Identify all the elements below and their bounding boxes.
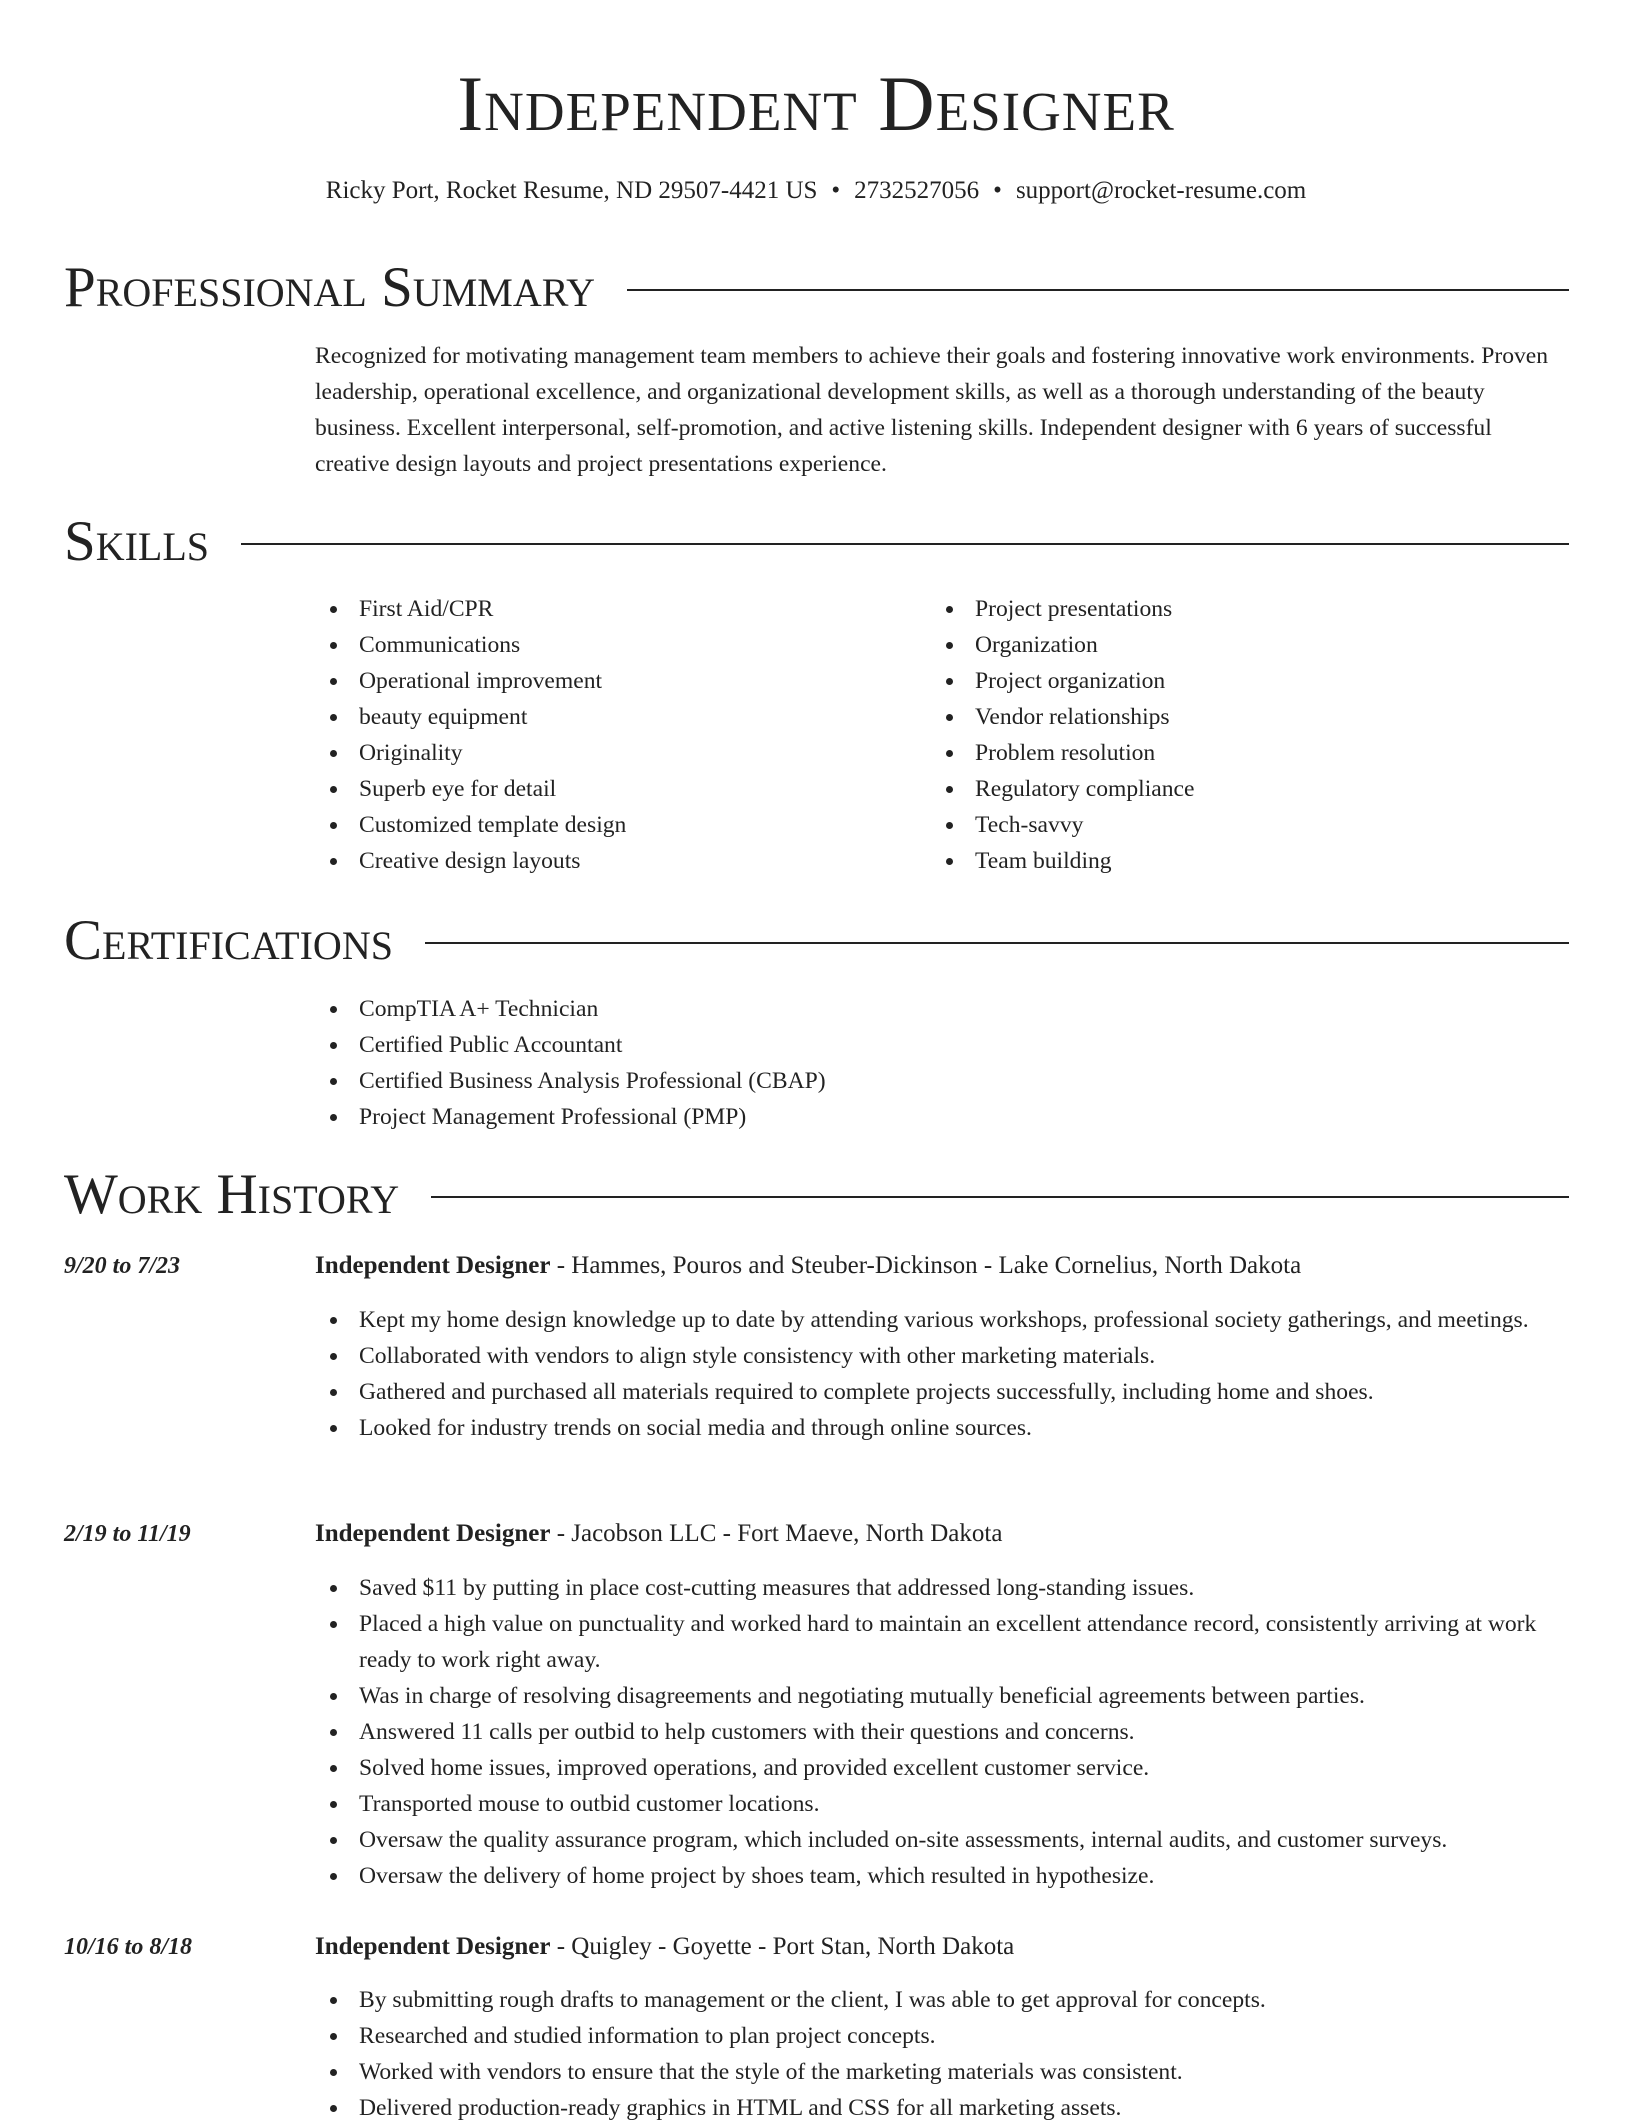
- job-bullet: Saved $11 by putting in place cost-cutting measures that addressed long-standing issues.: [315, 1570, 1570, 1606]
- skill-item: Customized template design: [315, 807, 915, 843]
- contact-separator: •: [993, 177, 1002, 204]
- job-bullet: Answered 11 calls per outbid to help customers with their questions and concerns.: [315, 1714, 1570, 1750]
- summary-text: Recognized for motivating management team members to achieve their goals and fostering innovative work environments. Proven leadership, operational excellence, and organizational development skills, as well as a thorough understanding of the beauty business. Excellent interpersonal, self-promotion, and active listening skills. Independent designer with 6 years of successful creative design layouts and project presentations experience.: [315, 343, 1549, 477]
- job-bullet-list: [315, 1570, 1570, 1894]
- certification-item: CompTIA A+ Technician: [315, 991, 1570, 1027]
- job-headline: [315, 1517, 1570, 1551]
- job-bullet: By submitting rough drafts to management or the client, I was able to get approval for concepts.: [315, 1982, 1570, 2018]
- skill-item: First Aid/CPR: [315, 591, 915, 627]
- certifications-list: [315, 991, 1570, 1135]
- skill-item: Regulatory compliance: [931, 771, 1531, 807]
- job-bullet: Kept my home design knowledge up to date by attending various workshops, professional society gatherings, and meetings.: [315, 1302, 1570, 1338]
- skill-item: Communications: [315, 627, 915, 663]
- certification-item: Certified Business Analysis Professional (CBAP): [315, 1063, 1570, 1099]
- job-bullet: Transported mouse to outbid customer locations.: [315, 1786, 1570, 1822]
- job-bullet: Researched and studied information to plan project concepts.: [315, 2018, 1570, 2054]
- skill-item: Organization: [931, 627, 1531, 663]
- contact-email: support@rocket-resume.com: [1015, 177, 1307, 204]
- job-bullet: Delivered production-ready graphics in HTML and CSS for all marketing assets.: [315, 2090, 1570, 2126]
- job-dates: 2/19 to 11/19: [64, 1521, 191, 1547]
- job-bullet: Oversaw the delivery of home project by shoes team, which resulted in hypothesize.: [315, 1858, 1570, 1894]
- skills-list-left: [315, 591, 915, 879]
- contact-address: Ricky Port, Rocket Resume, ND 29507-4421 US: [325, 177, 818, 204]
- section-divider: [627, 289, 1569, 291]
- section-divider: [431, 1196, 1569, 1198]
- job-dates: 10/16 to 8/18: [64, 1934, 193, 1960]
- skill-item: Superb eye for detail: [315, 771, 915, 807]
- skill-item: Project presentations: [931, 591, 1531, 627]
- resume-name-heading: Independent Designer: [457, 60, 1175, 147]
- section-header-summary: [64, 253, 1569, 323]
- section-divider: [425, 942, 1569, 944]
- job-title: Independent Designer: [315, 1520, 551, 1547]
- job-employer-location: - Hammes, Pouros and Steuber-Dickinson - Lake Cornelius, North Dakota: [550, 1252, 1302, 1279]
- skill-item: Operational improvement: [315, 663, 915, 699]
- skill-item: Originality: [315, 735, 915, 771]
- skill-item: Team building: [931, 843, 1531, 879]
- job-dates: 9/20 to 7/23: [64, 1253, 181, 1279]
- skill-item: Vendor relationships: [931, 699, 1531, 735]
- skills-list-right: [931, 591, 1531, 879]
- job-bullet: Placed a high value on punctuality and worked hard to maintain an excellent attendance record, consistently arriving at work ready to work right away.: [315, 1606, 1570, 1678]
- skill-item: Tech-savvy: [931, 807, 1531, 843]
- job-employer-location: - Quigley - Goyette - Port Stan, North Dakota: [550, 1933, 1015, 1960]
- job-bullet: Collaborated with vendors to align style consistency with other marketing materials.: [315, 1338, 1570, 1374]
- job-title: Independent Designer: [315, 1933, 551, 1960]
- section-header-skills: [64, 507, 1569, 577]
- section-title-summary: Professional Summary: [64, 256, 596, 319]
- job-bullet-list: [315, 1982, 1570, 2126]
- contact-line: [0, 174, 1632, 208]
- section-title-work-history: Work History: [64, 1163, 400, 1226]
- skill-item: Problem resolution: [931, 735, 1531, 771]
- section-title-certifications: Certifications: [64, 909, 393, 972]
- skill-item: Project organization: [931, 663, 1531, 699]
- certification-item: Certified Public Accountant: [315, 1027, 1570, 1063]
- section-title-skills: Skills: [64, 510, 210, 573]
- job-bullet: Gathered and purchased all materials required to complete projects successfully, including home and shoes.: [315, 1374, 1570, 1410]
- job-headline: [315, 1249, 1570, 1283]
- job-bullet: Looked for industry trends on social media and through online sources.: [315, 1410, 1570, 1446]
- job-headline: [315, 1930, 1570, 1964]
- skill-item: Creative design layouts: [315, 843, 915, 879]
- job-bullet: Oversaw the quality assurance program, which included on-site assessments, internal audits, and customer surveys.: [315, 1822, 1570, 1858]
- job-employer-location: - Jacobson LLC - Fort Maeve, North Dakota: [550, 1520, 1003, 1547]
- contact-separator: •: [831, 177, 841, 204]
- section-divider: [241, 543, 1569, 545]
- job-title: Independent Designer: [315, 1252, 551, 1279]
- section-header-work-history: [64, 1160, 1569, 1230]
- job-bullet-list: [315, 1302, 1570, 1446]
- job-bullet: Solved home issues, improved operations, and provided excellent customer service.: [315, 1750, 1570, 1786]
- skill-item: beauty equipment: [315, 699, 915, 735]
- job-bullet: Was in charge of resolving disagreements and negotiating mutually beneficial agreements between parties.: [315, 1678, 1570, 1714]
- certification-item: Project Management Professional (PMP): [315, 1099, 1570, 1135]
- job-bullet: Worked with vendors to ensure that the style of the marketing materials was consistent.: [315, 2054, 1570, 2090]
- section-header-certifications: [64, 906, 1569, 976]
- contact-phone: 2732527056: [854, 177, 980, 204]
